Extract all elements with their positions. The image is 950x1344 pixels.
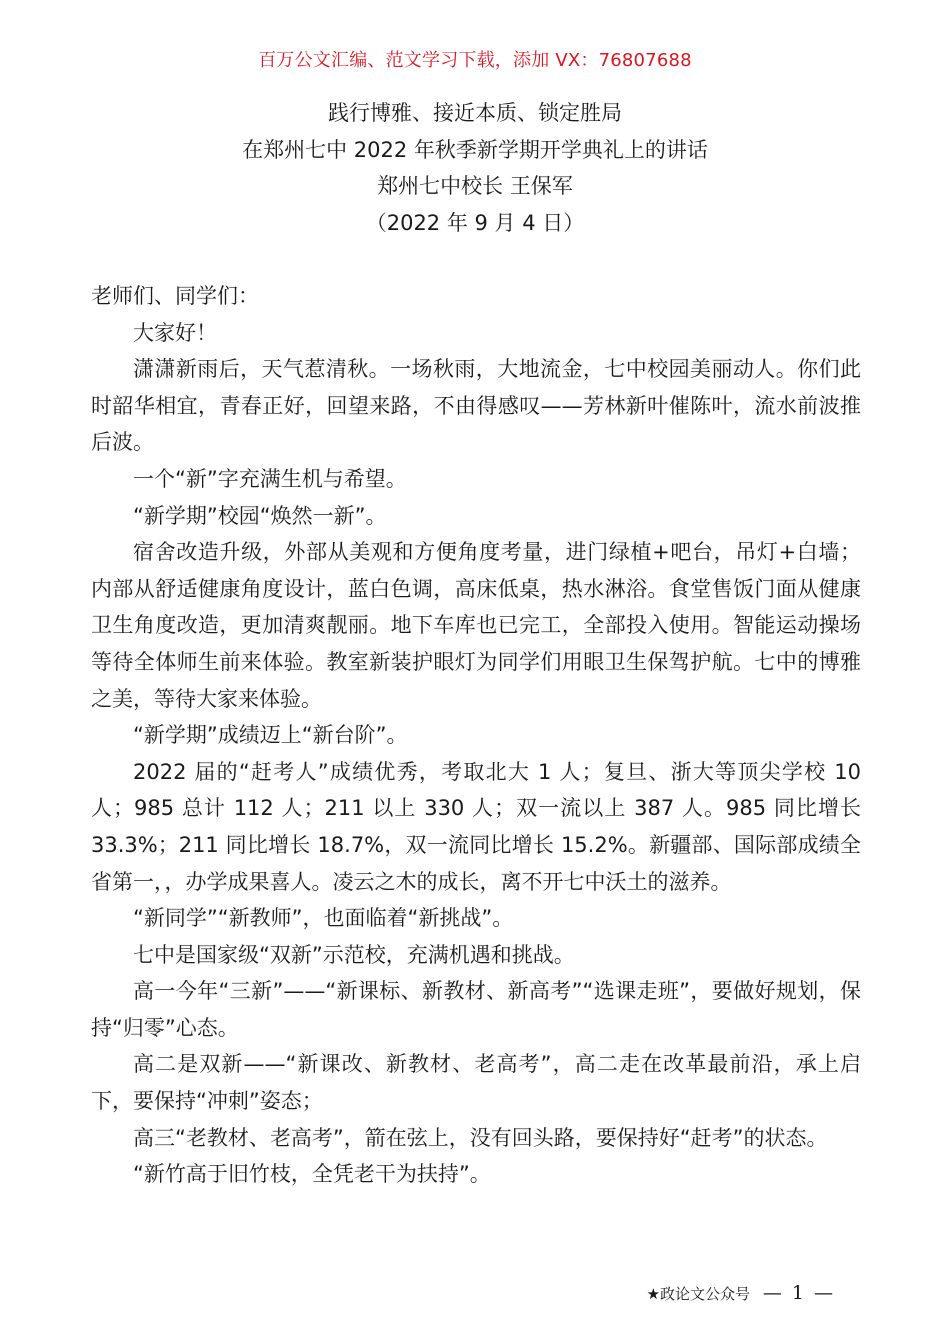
paragraph: “新同学”“新教师”，也面临着“新挑战”。 xyxy=(133,906,514,931)
title-block xyxy=(0,95,950,241)
paragraph: 高二是双新——“新课改、新教材、老高考”，高二走在改革最前沿，承上启下，要保持“冲刺”姿态； xyxy=(91,1052,861,1114)
speech-title: 践行博雅、接近本质、锁定胜局 xyxy=(328,101,622,125)
speech-date: （2022 年 9 月 4 日） xyxy=(365,210,585,235)
speech-subtitle: 在郑州七中 2022 年秋季新学期开学典礼上的讲话 xyxy=(242,137,708,162)
footer-source: ★政论文公众号 xyxy=(646,1285,751,1303)
paragraph: “新学期”成绩迈上“新台阶”。 xyxy=(133,723,408,748)
paragraph: 高三“老教材、老高考”，箭在弦上，没有回头路，要保持好“赶考”的状态。 xyxy=(133,1125,828,1150)
speech-body xyxy=(91,278,861,1193)
page-number: — 1 — xyxy=(762,1282,835,1304)
paragraph: 一个“新”字充满生机与希望。 xyxy=(133,466,407,491)
salutation: 老师们、同学们： xyxy=(91,284,259,308)
speaker-line: 郑州七中校长 王保军 xyxy=(377,174,573,198)
paragraph: “新学期”校园“焕然一新”。 xyxy=(133,503,387,528)
greeting: 大家好！ xyxy=(133,320,217,345)
page-footer xyxy=(647,1282,835,1304)
paragraph: 2022 届的“赶考人”成绩优秀，考取北大 1 人；复旦、浙大等顶尖学校 10 人；985 总计 112 人；211 以上 330 人；双一流以上 387 人。985 同比增长 33.3%；211 同比增长 18.7%，双一流同比增长 15.2%。新疆部、国际部成绩全省第一，，办学成果喜人。凌云之木的成长，离不开七中沃土的滋养。 xyxy=(91,759,861,894)
paragraph: 高一今年“三新”——“新课标、新教材、新高考”“选课走班”，要做好规划，保持“归零”心态。 xyxy=(91,979,861,1040)
paragraph: “新竹高于旧竹枝，全凭老干为扶持”。 xyxy=(133,1162,491,1187)
paragraph: 潇潇新雨后，天气惹清秋。一场秋雨，大地流金，七中校园美丽动人。你们此时韶华相宜，青春正好，回望来路，不由得感叹——芳林新叶催陈叶，流水前波推后波。 xyxy=(91,357,861,455)
paragraph: 七中是国家级“双新”示范校，充满机遇和挑战。 xyxy=(133,942,575,967)
watermark-header: 百万公文汇编、范文学习下载，添加 VX：76807688 xyxy=(258,50,692,71)
paragraph: 宿舍改造升级，外部从美观和方便角度考量，进门绿植+吧台，吊灯+白墙；内部从舒适健康角度设计，蓝白色调，高床低桌，热水淋浴。食堂售饭门面从健康卫生角度改造，更加清爽靓丽。地下车库也已完工，全部投入使用。智能运动操场等待全体师生前来体验。教室新装护眼灯为同学们用眼卫生保驾护航。七中的博雅之美，等待大家来体验。 xyxy=(91,540,861,711)
